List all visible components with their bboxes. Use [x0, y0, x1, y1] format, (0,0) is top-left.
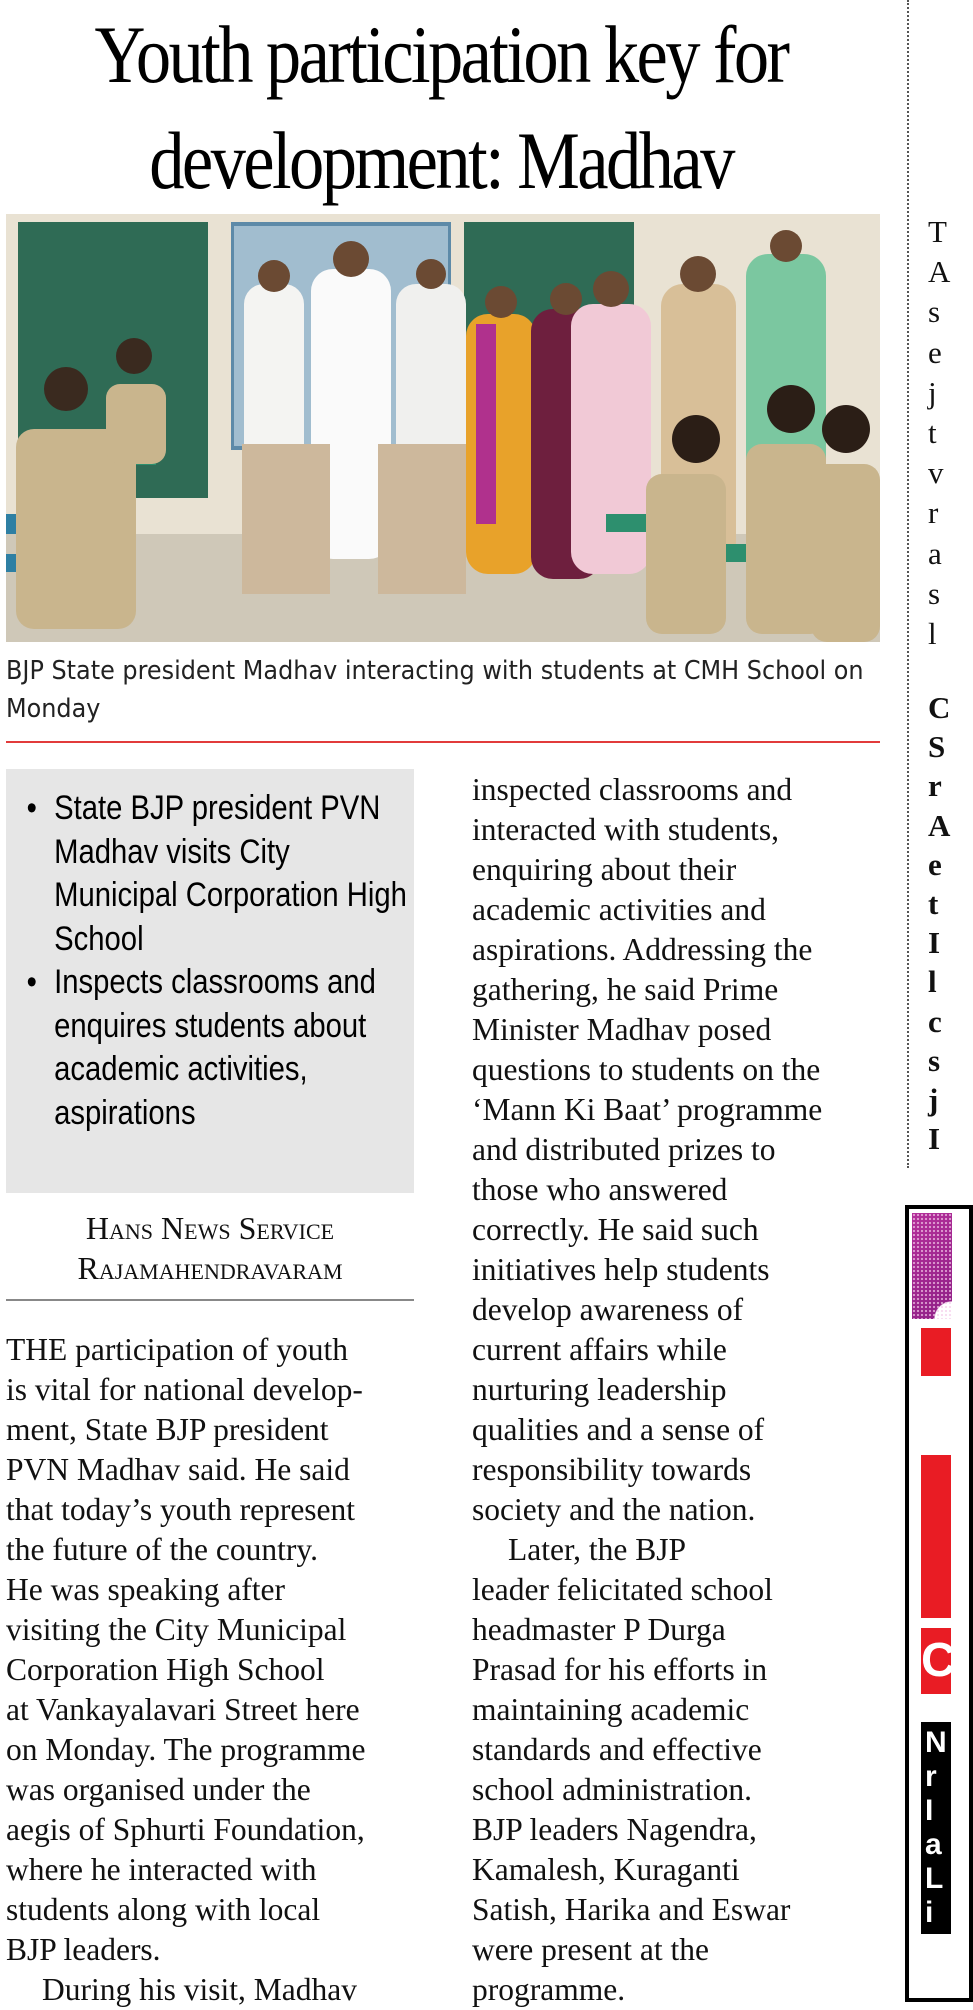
body-text-line: BJP leaders Nagendra, [472, 1812, 757, 1847]
body-text-line: initiatives help students [472, 1252, 770, 1287]
fragment-letter: a [928, 535, 942, 571]
body-text-line: He was speaking after [6, 1572, 286, 1607]
adjacent-article-fragment-bottom [928, 688, 950, 1158]
fragment-letter: s [928, 294, 941, 330]
fragment-letter: t [928, 414, 937, 450]
body-text-line: headmaster P Durga [472, 1612, 726, 1647]
body-text-line: correctly. He said such [472, 1212, 759, 1247]
byline [6, 1208, 414, 1288]
advertisement-letter: I [925, 1794, 934, 1827]
body-text-line: Kamalesh, Kuraganti [472, 1852, 740, 1887]
fragment-letter: e [928, 846, 942, 882]
fragment-letter: j [928, 1081, 939, 1117]
highlight-text: Inspects classrooms and enquires students about academic activities, aspirations [54, 963, 376, 1132]
headline-line-1: Youth participation key for [94, 9, 788, 100]
advertisement-letter: i [925, 1896, 934, 1929]
body-text-line: school administration. [472, 1772, 752, 1807]
fragment-letter: r [928, 495, 939, 531]
body-text-line: society and the nation. [472, 1492, 756, 1527]
advertisement-letter: C [921, 1634, 956, 1687]
classroom-photo-illustration [6, 214, 880, 642]
body-text-line: academic activities and [472, 892, 766, 927]
fragment-letter: l [928, 964, 937, 1000]
body-text-line: aegis of Sphurti Foundation, [6, 1812, 365, 1847]
fragment-letter: e [928, 334, 942, 370]
body-text-line: gathering, he said Prime [472, 972, 779, 1007]
body-column-2 [472, 770, 892, 2010]
byline-agency: Hans News Service [85, 1210, 335, 1246]
advertisement-red-block [921, 1328, 951, 1376]
body-text-line: responsibility towards [472, 1452, 752, 1487]
body-text-line: ‘Mann Ki Baat’ programme [472, 1092, 823, 1127]
bullet-icon: • [26, 963, 37, 1001]
byline-divider [6, 1299, 414, 1301]
fragment-letter: C [928, 690, 951, 725]
column-divider [907, 0, 909, 1168]
body-text-line: that today’s youth represent [6, 1492, 356, 1527]
body-text-line: maintaining academic [472, 1692, 750, 1727]
body-text-line: programme. [472, 1972, 626, 2007]
fragment-letter: S [928, 729, 946, 765]
body-text-line: Corporation High School [6, 1652, 325, 1687]
body-text-line: enquiring about their [472, 852, 737, 887]
advertisement-letter: N [925, 1726, 947, 1759]
body-text-line: was organised under the [6, 1772, 311, 1807]
body-text-line: leader felicitated school [472, 1572, 773, 1607]
body-text-line: Later, the BJP [508, 1532, 687, 1567]
body-text-line: standards and effective [472, 1732, 762, 1767]
fragment-letter: T [928, 214, 947, 249]
photo-caption: BJP State president Madhav interacting with students at CMH School on Monday [6, 656, 864, 724]
body-text-line: BJP leaders. [6, 1932, 161, 1967]
advertisement-dot-pattern [912, 1213, 952, 1319]
body-text-line: students along with local [6, 1892, 321, 1927]
body-text-line: visiting the City Municipal [6, 1612, 347, 1647]
fragment-letter: I [928, 1121, 941, 1157]
body-column-1 [6, 1330, 426, 2010]
article-photo [6, 214, 880, 642]
fragment-letter: A [928, 254, 951, 290]
body-text-line: Minister Madhav posed [472, 1012, 772, 1047]
body-text-line: PVN Madhav said. He said [6, 1452, 350, 1487]
body-text-line: is vital for national develop- [6, 1372, 363, 1407]
body-text-line: questions to students on the [472, 1052, 821, 1087]
body-text-line: Satish, Harika and Eswar [472, 1892, 791, 1927]
body-text-line: nurturing leadership [472, 1372, 727, 1407]
body-text-line: interacted with students, [472, 812, 780, 847]
body-text-line: qualities and a sense of [472, 1412, 765, 1447]
fragment-letter: c [928, 1003, 942, 1039]
body-text-line: those who answered [472, 1172, 728, 1207]
fragment-letter: v [928, 455, 944, 491]
advertisement-text-panel [921, 1722, 951, 1934]
body-text-line: ment, State BJP president [6, 1412, 329, 1447]
body-text-line: were present at the [472, 1932, 710, 1967]
body-text-line: inspected classrooms and [472, 772, 793, 807]
fragment-letter: j [928, 374, 937, 410]
highlight-item [6, 787, 415, 961]
body-text-line: the future of the country. [6, 1532, 318, 1567]
advertisement-letter: a [925, 1828, 942, 1861]
highlights-box [6, 769, 414, 1193]
advertisement-red-block [921, 1455, 951, 1618]
body-text-line: During his visit, Madhav [42, 1972, 357, 2007]
fragment-letter: A [928, 807, 951, 843]
body-text-line: at Vankayalavari Street here [6, 1692, 360, 1727]
bullet-icon: • [26, 789, 37, 827]
fragment-letter: I [928, 925, 941, 961]
body-text-line: aspirations. Addressing the [472, 932, 813, 967]
advertisement-letter: r [925, 1760, 937, 1793]
highlight-item [6, 961, 415, 1135]
fragment-letter: t [928, 885, 939, 921]
fragment-letter: s [928, 1042, 941, 1078]
body-text-line: develop awareness of [472, 1292, 744, 1327]
fragment-letter: s [928, 575, 941, 611]
body-text-line: THE participation of youth [6, 1332, 349, 1367]
body-text-line: Prasad for his efforts in [472, 1652, 768, 1687]
headline [62, 2, 821, 214]
fragment-letter: r [928, 768, 942, 804]
advertisement-letter: L [925, 1862, 944, 1895]
highlight-text: State BJP president PVN Madhav visits City Municipal Corporation High School [54, 789, 407, 958]
caption-divider [6, 741, 880, 743]
headline-line-2: development: Madhav [149, 115, 733, 206]
body-text-line: current affairs while [472, 1332, 727, 1367]
body-text-line: on Monday. The programme [6, 1732, 366, 1767]
body-text-line: where he interacted with [6, 1852, 317, 1887]
byline-dateline: Rajamahendravaram [77, 1250, 343, 1286]
adjacent-article-fragment-top [928, 212, 950, 654]
fragment-letter: l [928, 615, 937, 651]
body-text-line: and distributed prizes to [472, 1132, 776, 1167]
